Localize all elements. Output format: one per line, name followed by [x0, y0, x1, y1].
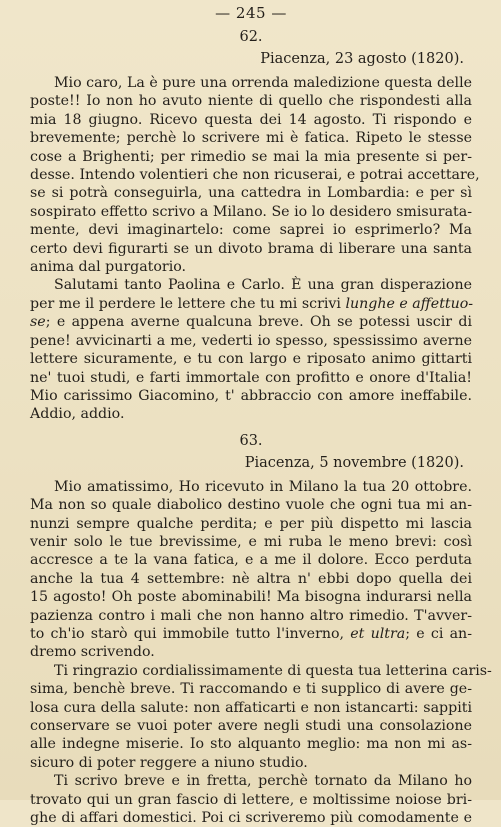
text-run: ; e appena averne qualcuna breve. Oh se potessi uscir di — [45, 314, 472, 331]
text-line: Ma non so quale diabolico destino vuole che ogni tua mi an- — [30, 497, 472, 514]
text-line: brevemente; perchè lo scrivere mi è fatica. Ripeto le stesse — [30, 130, 472, 147]
text-line: poste!! Io non ho avuto niente di quello che rispondesti alla — [30, 93, 472, 110]
text-line: Mio amatissimo, Ho ricevuto in Milano la tua 20 ottobre. — [54, 478, 472, 495]
text-line — [30, 295, 472, 313]
text-line: trovato qui un gran fascio di lettere, e moltissime noiose bri- — [30, 791, 472, 808]
text-line: certo devi figurarti se un divoto brama di liberare una santa — [30, 240, 472, 257]
text-line: desse. Intendo volentieri che non ricuserai, e potrai accettare, — [30, 167, 480, 184]
letter-number: 63. — [239, 432, 263, 449]
text-line: ne' tuoi studi, e farti immortale con profitto e onore d'Italia! — [30, 369, 472, 386]
letter-paragraph — [30, 662, 492, 772]
text-line: pazienza contro i mali che non hanno altro rimedio. T'avver- — [30, 607, 472, 624]
text-line: anima dal purgatorio. — [30, 259, 187, 276]
text-run: per me il perdere le lettere che tu mi scrivi — [30, 295, 346, 312]
page-number: — 245 — — [215, 4, 287, 22]
text-line: mia 18 giugno. Ricevo questa dei 14 agosto. Ti rispondo e — [30, 111, 472, 128]
text-line: 15 agosto! Oh poste abominabili! Ma bisogna indurarsi nella — [30, 589, 472, 606]
text-line: nunzi sempre qualche perdita; e per più dispetto mi lascia — [30, 515, 472, 532]
letter-dateline: Piacenza, 5 novembre (1820). — [244, 454, 464, 471]
text-line: sospirato effetto scrivo a Milano. Se io lo desidero smisurata- — [30, 203, 472, 220]
letter-62 — [30, 28, 480, 424]
text-line: accresce a te la vana fatica, e a me il dolore. Ecco perduta — [30, 552, 472, 569]
text-line: venir solo le tue brevissime, e mi ruba le meno brevi: così — [30, 533, 472, 550]
italic-run: lunghe e affettuo- — [345, 295, 474, 312]
text-line: Mio carissimo Giacomino, t' abbraccio con amore ineffabile. — [30, 387, 472, 404]
text-line: anche la tua 4 settembre: nè altra n' ebbi dopo quella dei — [30, 570, 472, 587]
text-line: Salutami tanto Paolina e Carlo. È una gran disperazione — [54, 277, 472, 294]
text-line: losa cura della salute: non affaticarti e non istancarti: sappiti — [30, 699, 472, 716]
italic-run: et ultra — [350, 625, 406, 642]
text-line: sicuro di poter reggere a niuno studio. — [30, 754, 308, 771]
text-line: conservare se vuoi poter avere negli studi una consolazione — [30, 718, 472, 734]
text-line: se si potrà conseguirla, una cattedra in Lombardia: e per sì — [30, 185, 472, 202]
text-line: ghe di affari domestici. Poi ci scriveremo più comodamente e — [30, 810, 472, 827]
text-line: cose a Brighenti; per rimedio se mai la mia presente si per- — [30, 148, 472, 165]
letter-dateline: Piacenza, 23 agosto (1820). — [260, 51, 464, 67]
italic-run: se — [30, 314, 46, 331]
text-line: mente, devi imaginartelo: come saprei io esprimerlo? Ma — [30, 222, 472, 239]
text-run: ; e ci an- — [405, 625, 472, 642]
text-line — [30, 313, 472, 331]
text-line: lettere sicuramente, e tu con largo e riposato animo gittarti — [30, 351, 472, 368]
text-line: dremo scrivendo. — [30, 644, 155, 661]
text-line: Addio, addio. — [30, 406, 125, 423]
text-run: to ch'io starò qui immobile tutto l'inverno, — [30, 625, 351, 642]
text-line: Ti scrivo breve e in fretta, perchè tornato da Milano ho — [54, 773, 472, 790]
letter-paragraph — [30, 478, 472, 662]
text-line: Mio caro, La è pure una orrenda maledizione questa delle — [54, 75, 472, 91]
text-line: sima, benchè breve. Ti raccomando e ti supplico di avere ge- — [30, 681, 472, 698]
text-line: alle indegne miserie. Io sto alquanto meglio: ma non mi as- — [30, 736, 472, 753]
text-line — [30, 625, 472, 643]
letter-63 — [30, 432, 492, 827]
text-line: Ti ringrazio cordialissimamente di questa tua letterina caris- — [54, 662, 492, 679]
text-line: pene! avvicinarti a me, vederti io spesso, spessissimo averne — [30, 332, 472, 349]
letter-paragraph — [30, 74, 480, 276]
letter-paragraph — [30, 276, 472, 423]
letter-number: 62. — [239, 29, 263, 45]
